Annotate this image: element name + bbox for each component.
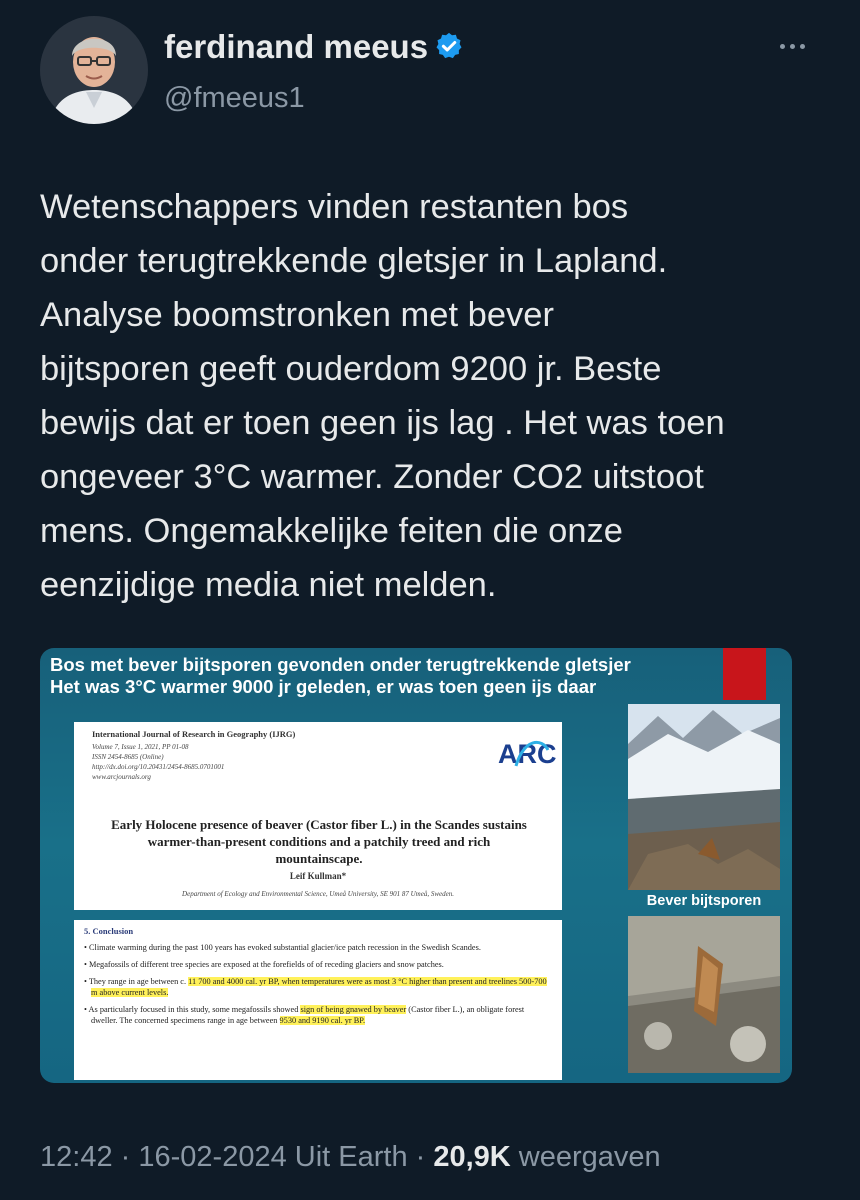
photo-label: Bever bijtsporen	[646, 893, 762, 909]
conclusion-text: (Castor fiber L.), an obligate forest dweller. The concerned specimens range in age between	[91, 1005, 525, 1025]
tweet-footer	[40, 1141, 661, 1174]
paper-conclusion	[74, 920, 562, 1080]
journal-name: International Journal of Research in Geography (IJRG)	[92, 729, 296, 739]
view-count: 20,9K	[433, 1141, 511, 1173]
separator: ·	[407, 1141, 434, 1173]
arc-logo-icon	[496, 734, 556, 770]
author-name[interactable]	[164, 28, 464, 66]
conclusion-text: They range in age between c.	[88, 977, 189, 986]
conclusion-item	[84, 976, 552, 998]
author-name-text[interactable]: ferdinand meeus	[164, 28, 429, 65]
tweet-time[interactable]: 12:42	[40, 1141, 113, 1173]
conclusion-item: • Climate warming during the past 100 years has evoked substantial glacier/ice patch recession in the Swedish Scandes.	[84, 942, 552, 953]
highlighted-text: 9530 and 9190 cal. yr BP.	[279, 1016, 366, 1025]
conclusion-item: • Megafossils of different tree species are exposed at the forefields of of receding glaciers and snow patches.	[84, 959, 552, 970]
author-handle[interactable]: @fmeeus1	[164, 82, 305, 114]
avatar-photo	[40, 16, 148, 124]
highlighted-text: 11 700 and 4000 cal. yr BP, when temperatures were as most 3 °C higher than present and treelines 500-700 m above current levels.	[91, 977, 547, 997]
views-label: weergaven	[510, 1141, 661, 1173]
paper-title: Early Holocene presence of beaver (Castor fiber L.) in the Scandes sustains warmer-than-present conditions and a patchily treed and rich mountainscape.	[111, 817, 527, 866]
paper-department: Department of Ecology and Environmental Science, Umeå University, SE 901 87 Umeå, Sweden.	[182, 890, 454, 898]
conclusion-list	[84, 942, 552, 1032]
separator: ·	[112, 1141, 139, 1173]
paper-author: Leif Kullman*	[289, 871, 347, 881]
conclusion-text: As particularly focused in this study, some megafossils showed	[88, 1005, 301, 1014]
tweet-source: Uit Earth	[286, 1141, 408, 1173]
more-options-icon[interactable]	[780, 36, 820, 56]
tweet-date[interactable]: 16-02-2024	[138, 1141, 287, 1173]
verified-badge-icon	[434, 31, 464, 61]
media-headline: Bos met bever bijtsporen gevonden onder terugtrekkende gletsjer Het was 3°C warmer 9000 jr geleden, er was toen geen ijs daar	[50, 654, 631, 697]
conclusion-heading: 5. Conclusion	[84, 926, 134, 936]
tweet-media[interactable]	[40, 648, 792, 1083]
avatar[interactable]	[40, 16, 148, 124]
conclusion-item	[84, 1004, 552, 1026]
highlighted-text: sign of being gnawed by beaver	[300, 1005, 407, 1014]
beaver-marks-photo	[628, 916, 780, 1073]
arc-logo-text: ARC	[498, 739, 556, 769]
journal-meta: Volume 7, Issue 1, 2021, PP 01-08 ISSN 2454-8685 (Online) http://dx.doi.org/10.20431/2454-8685.0701001 www.arcjournals.org	[92, 743, 225, 781]
red-accent-block	[723, 648, 766, 700]
tweet-text: Wetenschappers vinden restanten bos onder terugtrekkende gletsjer in Lapland. Analyse boomstronken met bever bijtsporen geeft ouderdom 9200 jr. Beste bewijs dat er toen geen ijs lag . Het was toen ongeveer 3°C warmer. Zonder CO2 uitstoot mens. Ongemakkelijke feiten die onze eenzijdige media niet melden.	[40, 188, 725, 604]
glacier-photo	[628, 704, 780, 890]
paper-header	[74, 722, 562, 910]
tweet-header	[40, 16, 830, 126]
